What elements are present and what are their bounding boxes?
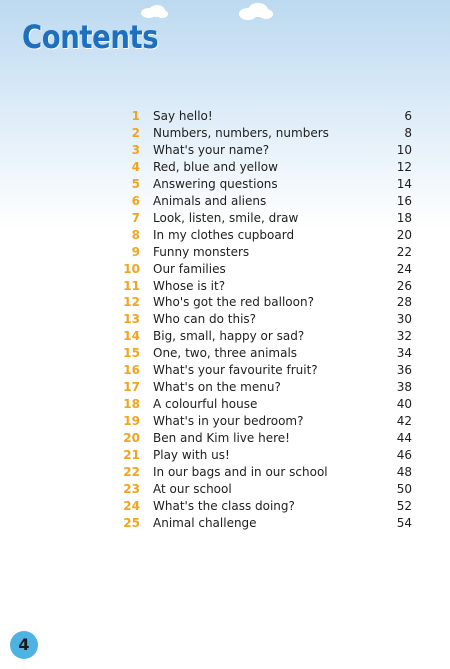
chapter-number: 8 [131, 227, 140, 242]
toc-entry [0, 108, 450, 125]
page-number: 48 [396, 465, 412, 480]
page-number: 46 [396, 448, 412, 463]
toc-entry [0, 515, 450, 532]
toc-entry [0, 227, 450, 244]
chapter-title: Big, small, happy or sad? [153, 329, 305, 344]
chapter-number: 20 [123, 431, 140, 446]
chapter-number: 24 [123, 498, 140, 513]
toc-entry [0, 447, 450, 464]
toc-entry [0, 294, 450, 311]
toc-entry [0, 481, 450, 498]
chapter-number: 21 [123, 448, 140, 463]
toc-entry [0, 159, 450, 176]
page-number: 8 [404, 125, 412, 140]
toc-entry [0, 210, 450, 227]
chapter-number: 10 [123, 261, 140, 276]
chapter-number: 2 [131, 125, 140, 140]
chapter-title: Whose is it? [153, 278, 226, 293]
toc-entry [0, 345, 450, 362]
chapter-number: 15 [123, 346, 140, 361]
page-number: 24 [396, 261, 412, 276]
chapter-number: 6 [131, 193, 140, 208]
toc-entry [0, 413, 450, 430]
page-number: 52 [396, 498, 412, 513]
chapter-number: 17 [123, 380, 140, 395]
toc-entry [0, 311, 450, 328]
chapter-number: 7 [131, 210, 140, 225]
page-number: 10 [396, 142, 412, 157]
chapter-title: Animals and aliens [153, 193, 267, 208]
chapter-title: Answering questions [153, 176, 278, 191]
chapter-number: 3 [131, 142, 140, 157]
page-number: 50 [396, 481, 412, 496]
page-number: 36 [396, 363, 412, 378]
chapter-title: In our bags and in our school [153, 465, 328, 480]
chapter-number: 13 [123, 312, 140, 327]
page-number: 22 [396, 244, 412, 259]
chapter-title: Who can do this? [153, 312, 257, 327]
toc-entry [0, 379, 450, 396]
chapter-title: Animal challenge [153, 515, 257, 530]
chapter-title: A colourful house [153, 397, 258, 412]
page-number: 26 [396, 278, 412, 293]
toc-entry [0, 328, 450, 345]
chapter-title: Funny monsters [153, 244, 250, 259]
page-number: 44 [396, 431, 412, 446]
chapter-title: One, two, three animals [153, 346, 298, 361]
chapter-number: 22 [123, 465, 140, 480]
page-number-badge: 4 [10, 631, 38, 659]
chapter-title: At our school [153, 481, 232, 496]
chapter-title: What's your favourite fruit? [153, 363, 318, 378]
toc-entry [0, 396, 450, 413]
page-number: 12 [396, 159, 412, 174]
toc-entry [0, 244, 450, 261]
chapter-title: Who's got the red balloon? [153, 295, 314, 310]
page-title: Contents [22, 18, 159, 56]
chapter-title: What's your name? [153, 142, 270, 157]
page-number: 16 [396, 193, 412, 208]
chapter-number: 9 [131, 244, 140, 259]
chapter-title: Red, blue and yellow [153, 159, 278, 174]
toc-entry [0, 278, 450, 295]
chapter-title: In my clothes cupboard [153, 227, 295, 242]
chapter-number: 19 [123, 414, 140, 429]
toc-entry [0, 498, 450, 515]
page-number: 30 [396, 312, 412, 327]
page-number: 42 [396, 414, 412, 429]
cloud-icon [238, 2, 274, 20]
chapter-number: 23 [123, 481, 140, 496]
chapter-number: 4 [131, 159, 140, 174]
chapter-title: What's in your bedroom? [153, 414, 304, 429]
chapter-number: 11 [123, 278, 140, 293]
page-number: 34 [396, 346, 412, 361]
chapter-title: Look, listen, smile, draw [153, 210, 299, 225]
cloud-icon [140, 4, 168, 18]
page-number: 28 [396, 295, 412, 310]
chapter-number: 12 [123, 295, 140, 310]
chapter-number: 25 [123, 515, 140, 530]
page-number: 32 [396, 329, 412, 344]
page-number: 40 [396, 397, 412, 412]
chapter-number: 1 [131, 109, 140, 123]
chapter-title: What's the class doing? [153, 498, 295, 513]
chapter-number: 16 [123, 363, 140, 378]
chapter-title: What's on the menu? [153, 380, 281, 395]
chapter-title: Our families [153, 261, 226, 276]
chapter-number: 14 [123, 329, 140, 344]
table-of-contents [0, 108, 450, 532]
page-number: 6 [404, 109, 412, 123]
chapter-title: Say hello! [153, 109, 213, 123]
page-number: 14 [396, 176, 412, 191]
toc-entry [0, 362, 450, 379]
toc-entry [0, 193, 450, 210]
toc-entry [0, 430, 450, 447]
toc-entry [0, 261, 450, 278]
chapter-title: Ben and Kim live here! [153, 431, 290, 446]
toc-entry [0, 142, 450, 159]
chapter-number: 18 [123, 397, 140, 412]
chapter-title: Numbers, numbers, numbers [153, 125, 329, 140]
page-number: 20 [396, 227, 412, 242]
chapter-title: Play with us! [153, 448, 230, 463]
page-number: 38 [396, 380, 412, 395]
page-number: 54 [396, 515, 412, 530]
chapter-number: 5 [131, 176, 140, 191]
toc-entry [0, 464, 450, 481]
toc-entry [0, 125, 450, 142]
toc-entry [0, 176, 450, 193]
page-number: 18 [396, 210, 412, 225]
